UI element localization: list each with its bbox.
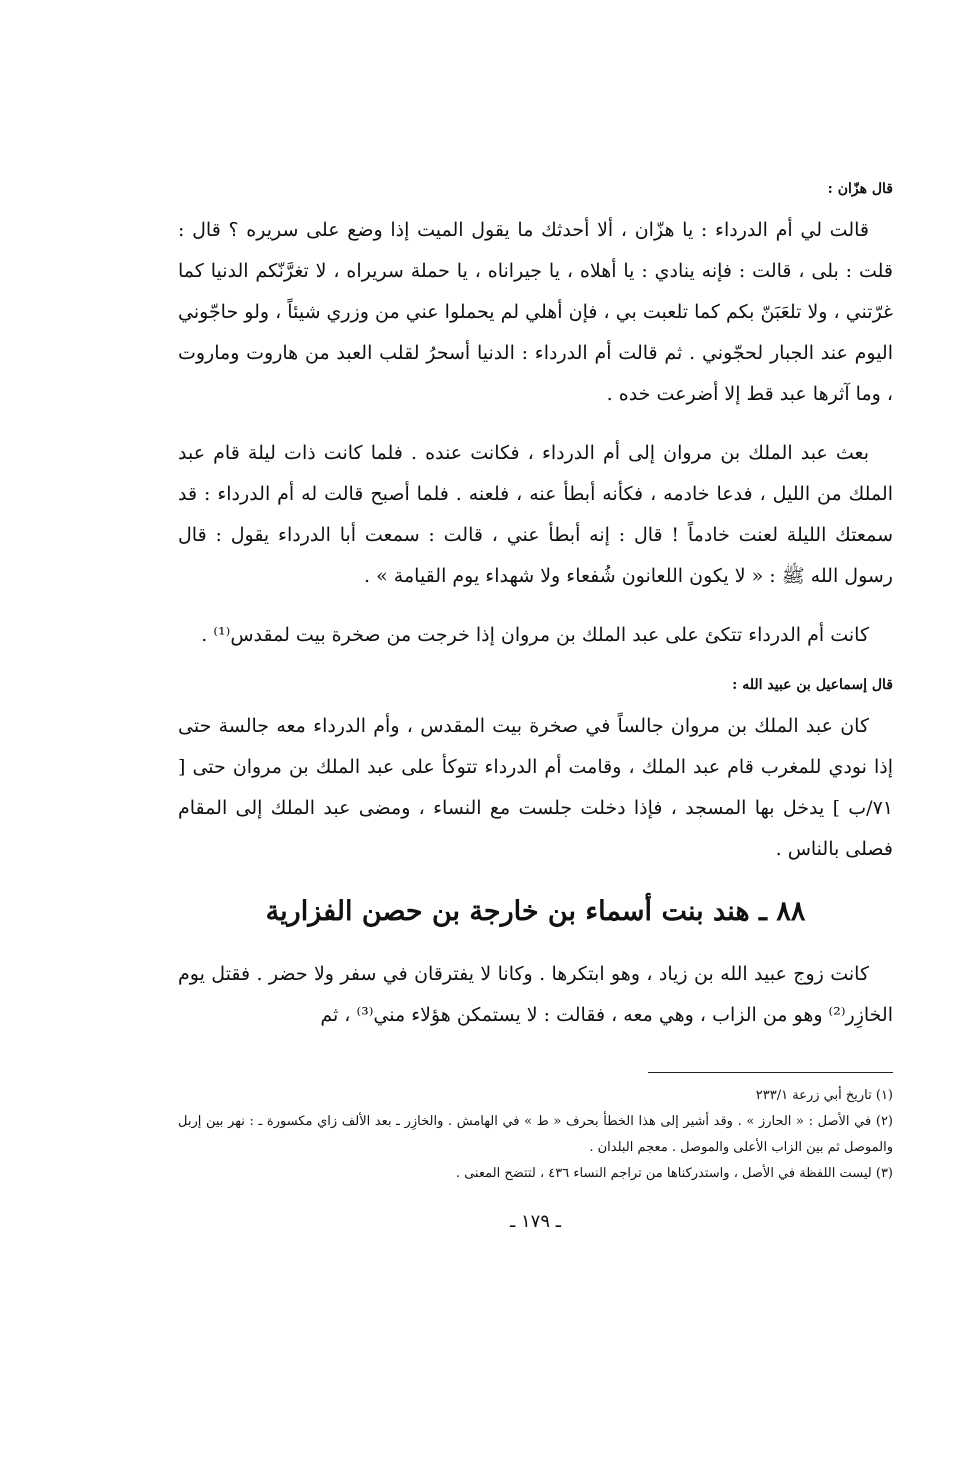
page-number: ـ ١٧٩ ـ xyxy=(509,1211,561,1232)
paragraph-maghrib-prayer: كان عبد الملك بن مروان جالساً في صخرة بيت المقدس ، وأم الدرداء معه جالسة حتى إذا نودي للمغرب قام عبد الملك ، وقامت أم الدرداء تتوكأ على عبد الملك بن مروان حتى [ ٧١/ب ] يدخل بها المسجد ، فإذا دخلت جلست مع النساء ، ومضى عبد الملك إلى المقام فصلى بالناس . xyxy=(178,715,893,860)
paragraph-rock-of-jerusalem: كانت أم الدرداء تتكئ على عبد الملك بن مروان إذا خرجت من صخرة بيت لمقدس⁽¹⁾ . xyxy=(201,624,869,646)
footnote-3: (٣) ليست اللفظة في الأصل ، واستدركناها من تراجم النساء ٤٣٦ ، لتتضح المعنى . xyxy=(455,1166,893,1181)
footnote-2: (٢) في الأصل : « الحارز » . وقد أشير إلى هذا الخطأ بحرف « ط » في الهامش . والخازِر ـ بعد الألف زاي مكسورة ـ : نهر بين إربل والموصل ثم بين الزاب الأعلى والموصل . معجم البلدان . xyxy=(178,1114,893,1155)
section-heading: ٨٨ ـ هند بنت أسماء بن خارجة بن حصن الفزارية xyxy=(265,896,806,927)
speaker-hazzan: قال هزّان : xyxy=(827,181,893,197)
spacer xyxy=(178,421,893,433)
book-page xyxy=(178,178,893,1232)
spacer xyxy=(178,662,893,674)
footnote-divider xyxy=(648,1072,893,1073)
paragraph-hind: كانت زوج عبيد الله بن زياد ، وهو ابتكرها . وكانا لا يفترقان في سفر ولا حضر . فقتل يوم الخازِر⁽²⁾ وهو من الزاب ، وهي معه ، فقالت : لا يستمكن هؤلاء مني⁽³⁾ ، ثم xyxy=(178,963,893,1026)
paragraph-abd-al-malik: بعث عبد الملك بن مروان إلى أم الدرداء ، فكانت عنده . فلما كانت ذات ليلة قام عبد الملك من الليل ، فدعا خادمه ، فكأنه أبطأ عنه ، فلعنه . فلما أصبح قالت له أم الدرداء : قد سمعتك الليلة لعنت خادماً ! قال : إنه أبطأ عني ، قالت : سمعت أبا الدرداء يقول : قال رسول الله ﷺ : « لا يكون اللعانون شُفعاء ولا شهداء يوم القيامة » . xyxy=(178,442,893,587)
footnote-1: (١) تاريخ أبي زرعة ٢٣٣/١ xyxy=(755,1088,893,1103)
paragraph-dead-speech: قالت لي أم الدرداء : يا هزّان ، ألا أحدثك ما يقول الميت إذا وضع على سريره ؟ قال : قلت : بلى ، قالت : فإنه ينادي : يا أهلاه ، يا جيراناه ، يا حملة سريراه ، لا تغرَّنّكم الدنيا كما غرّتني ، ولا تلعَبَنّ بكم كما تلعبت بي ، فإن أهلي لم يحملوا عني من وزري شيئاً ، ولو حاجّوني اليوم عند الجبار لحجّوني . ثم قالت أم الدرداء : الدنيا أسحرُ لقلب العبد من هاروت وماروت ، وما آثرها عبد قط إلا أضرعت خده . xyxy=(178,219,893,405)
spacer xyxy=(178,603,893,615)
speaker-ismail: قال إسماعيل بن عبيد الله : xyxy=(732,677,893,693)
